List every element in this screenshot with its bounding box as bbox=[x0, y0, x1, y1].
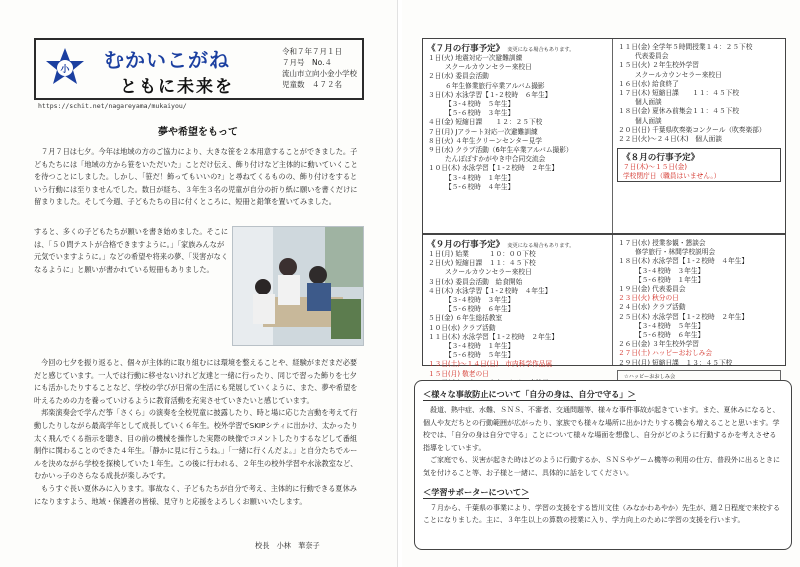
event-item: ２７日(土) ハッピーおおしみ会 bbox=[618, 349, 713, 358]
left-page bbox=[0, 0, 398, 567]
event-item: ４日(金) 短縮日課 １２：２５下校 bbox=[428, 118, 543, 127]
event-item: ２４日(水) クラブ活動 bbox=[618, 303, 686, 312]
event-item: 【３-４校時 ５年生】 bbox=[445, 100, 515, 109]
event-item: 【３-４校時 １年生】 bbox=[445, 342, 515, 351]
event-item: ２２日(火)～２４日(木) 個人面談 bbox=[618, 135, 723, 144]
event-item: １９日(金) 代表委員会 bbox=[618, 285, 686, 294]
article-paragraph bbox=[34, 146, 364, 224]
july-schedule-right bbox=[613, 39, 785, 233]
september-event-list bbox=[613, 239, 785, 368]
august-title: 《８月の行事予定》 bbox=[622, 153, 700, 164]
event-item: スクールカウンセラー来校日 bbox=[635, 70, 722, 79]
article-paragraph bbox=[34, 226, 230, 356]
paragraph-b: すると、多くの子どもたちが願いを書き始めました。そこには、「５０問テストが合格できますように。」「家族みんなが元気でいますように。」などの希望や将来の夢、「災害がなくなるように」と願いが書かれている短冊もありました。 bbox=[34, 227, 229, 274]
event-item: 修学旅行・林間学校説明会 bbox=[635, 248, 716, 257]
event-item: １日(月) 始業 １０：００下校 bbox=[428, 250, 536, 258]
event-item: １１日(木) 水泳学習【１-２校時 ２年生】 bbox=[428, 332, 559, 341]
september-schedule-right bbox=[613, 235, 785, 380]
event-item: ２３日(火) 秋分の日 bbox=[618, 294, 679, 303]
event-item: 【５-６校時 ６年生】 bbox=[635, 331, 705, 340]
event-item: ５日(金) ６年生総括教室 bbox=[428, 314, 503, 323]
event-item: １１日(金) 全学年５時間授業１４：２５下校 bbox=[618, 43, 753, 51]
children-writing-photo-icon bbox=[233, 227, 364, 346]
home-guidance-text: ご家庭でも、災害が起きた時はどのように行動するか、ＳＮＳやゲーム機等の利用の仕方、普段外に出るときに気を付けること等、お子様と一緒に、具体的に話をしてください。 bbox=[423, 456, 780, 477]
event-item: ２日(水) 委員会活動 bbox=[428, 72, 489, 81]
issue-number: ７月号 No.４ bbox=[282, 58, 332, 67]
july-schedule-left bbox=[423, 39, 613, 233]
july-event-list bbox=[613, 43, 785, 144]
event-item: 個人面談 bbox=[635, 116, 662, 125]
event-item: １０日(木) 水泳学習【１-２校時 ２年生】 bbox=[428, 164, 559, 173]
september-title: 《９月の行事予定》 変更になる場合もあります。 bbox=[427, 240, 575, 250]
tanabata-photo bbox=[232, 226, 364, 346]
accident-prevention-title: ＜様々な事故防止について「自分の身は、自分で守る」＞ bbox=[423, 389, 636, 399]
event-item: １５日(月) 敬老の日 bbox=[428, 369, 489, 378]
september-schedule-left bbox=[423, 235, 613, 378]
event-item: ２日(火) 短縮日課 １１：４５下校 bbox=[428, 259, 536, 268]
september-event-list bbox=[423, 250, 612, 388]
event-item: 【５-６校時 ４年生】 bbox=[445, 182, 515, 191]
august-closure-dates: ７日(木)～１５日(金) bbox=[623, 163, 687, 172]
article-continued bbox=[34, 357, 364, 527]
event-item: ３日(木) 水泳学習【１-２校時 ６年生】 bbox=[428, 90, 552, 99]
svg-text:小: 小 bbox=[60, 65, 70, 75]
principal-signature: 校長 小林 華奈子 bbox=[255, 541, 320, 550]
event-item: ２５日(木) 水泳学習【１-２校時 ２年生】 bbox=[618, 312, 749, 321]
school-emblem-icon bbox=[42, 46, 88, 92]
august-schedule bbox=[617, 148, 781, 182]
accident-prevention-text: 殺道、熱中症、水難、ＳＮＳ、不審者、交通問題等、様々な事件事故が起きています。また、夏休みになると、個人や友だちとの行動範囲が広がったり、家族でも様々な場所に出かけたりする機会も増えることと思います。学校では、「自分の身は自分で守る」ことについて様々な場面を想像し、自分がどのように行動するかを考えさせる指導をしています。 bbox=[423, 406, 780, 452]
event-item: 【５-６校時 １年生】 bbox=[635, 275, 705, 284]
learning-supporter-title: ＜学習サポーターについて＞ bbox=[423, 486, 530, 497]
event-item: １５日(火) ２年生校外学習 bbox=[618, 61, 699, 70]
school-name: 流山市立向小金小学校 bbox=[282, 69, 357, 78]
learning-supporter-text: ７月から、千葉県の事業により、学習の支援をする皆川文佳（みなかわあやか）先生が、週２日程度で来校することになりました。主に、３年生以上の算数の授業に入り、学力向上のために学習の支援を行います。 bbox=[423, 503, 780, 525]
issue-date: 令和７年７月１日 bbox=[282, 47, 342, 56]
school-url[interactable]: https://schit.net/nagareyama/mukaiyou/ bbox=[38, 102, 187, 110]
event-item: スクールカウンセラー来校日 bbox=[445, 268, 532, 277]
event-item: １７日(木) 短縮日課 １１：４５下校 bbox=[618, 89, 740, 98]
event-item: ７日(月) Jアラート対応一次避難訓練 bbox=[428, 127, 538, 136]
event-item: ２６日(金) ３年生校外学習 bbox=[618, 340, 699, 349]
event-item: ２９日(月) 短縮日課 １３：４５下校 bbox=[618, 358, 733, 367]
event-item: ６年生修業旅行卒業アルバム撮影 bbox=[445, 81, 545, 90]
paragraph-a: ７月７日は七夕。今年は地域の方のご協力により、大きな笹を２本用意することができました。子どもたちには「地域の方から笹をいただいた」ことだけ伝え、飾り付けなど主体的に動いていくことを待つことにしました。しかし、「笹だ！飾ってもいいの?」と尋ねてくるものの、飾り付けをするという行動には至りませんでした。数日が経ち、３年生３名の児童が自分の折り紙に願いを書くだけに留まりました。そして今週、子どもたちの目に付くところに、短冊と鉛筆を置いてみました。 bbox=[34, 147, 358, 207]
event-item: １８日(木) 水泳学習【１-２校時 ４年生】 bbox=[618, 257, 749, 266]
august-closure-note: 学校閉庁日（職員はいません。） bbox=[623, 172, 721, 181]
paragraph-e: もうすぐ長い夏休みに入ります。事故なく、子どもたちが自分で考え、主体的に行動できる夏休みになりますよう、地域・保護者の皆様、見守りと応援をよろしくお願いいたします。 bbox=[34, 483, 357, 506]
notice-box bbox=[414, 380, 792, 550]
event-item: 個人面談 bbox=[635, 98, 662, 107]
event-item: １３日(土)～１４日(日) 市内科学作品展 bbox=[428, 360, 553, 369]
event-item: 【５-６校時 ５年生】 bbox=[445, 351, 515, 360]
event-item: １７日(水) 授業参観・懇談会 bbox=[618, 239, 706, 247]
july-event-list bbox=[423, 54, 612, 192]
september-schedule bbox=[422, 234, 786, 380]
event-item: １８日(金) 夏休み前集会１１：４５下校 bbox=[618, 107, 740, 116]
event-item: 【３-４校時 ５年生】 bbox=[635, 321, 705, 330]
paragraph-d: 邦楽演奏会で学んだ筝「さくら」の演奏を全校児童に披露したり、時と場に応じた言動を考えて行動したりしながら最高学年として成長していく６年生。校外学習でSKIPシティに出かけ、太かったり太く飛んでくる指示を聴き、目の前の機械を操作した実際の映像でコメントしたりするなどして番組制作に関わることのできた４年生。「静かに見に行こうね。」「一緒に行くんだよ。」と自分たちでルールを決めながら学校を探検していた１年生。この後に行われる、２年生の校外学習や水泳教室など、むかいっ子のさらなる成長が楽しみです。 bbox=[34, 408, 358, 481]
event-item: １日(火) 地震対応一次避難訓練 bbox=[428, 54, 523, 62]
event-item: 代表委員会 bbox=[635, 52, 669, 61]
right-page bbox=[402, 0, 800, 567]
event-item: ９日(水) クラブ活動（6年生卒業アルバム撮影） bbox=[428, 146, 573, 155]
event-item: スクールカウンセラー来校日 bbox=[445, 63, 532, 72]
newsletter-subtitle: ともに未来を bbox=[120, 77, 234, 97]
event-item: 【３-４校時 ３年生】 bbox=[445, 296, 515, 305]
event-item: ３日(水) 委員会活動 給食開始 bbox=[428, 277, 523, 286]
july-title: 《７月の行事予定》 変更になる場合もあります。 bbox=[427, 44, 575, 54]
article-headline: 夢や希望をもって bbox=[158, 127, 238, 138]
student-count: 児童数 ４７２名 bbox=[282, 80, 342, 89]
event-item: ２０日(日) 千葉県吹奏楽コンクール（吹奏楽部） bbox=[618, 125, 766, 134]
event-item: 【５-６校時 ３年生】 bbox=[445, 109, 515, 118]
event-item: ４日(木) 水泳学習【１-２校時 ４年生】 bbox=[428, 286, 552, 295]
event-item: 【３-４校時 ３年生】 bbox=[635, 266, 705, 275]
paragraph-c: 今回の七夕を振り返ると、個々が主体的に取り組むには環境を整えることや、経験がまだまだ必要だと感じています。一人では行動に移せないけれど友達と一緒に行ったり、同じで習った飾りを七夕にも活かしたりすることなど、学校の学びが日常の生活にも発展していくように、また、夢や希望を叶えるための力を養っていけるように教育活動を充実させていきたいと感じています。 bbox=[34, 358, 358, 405]
event-item: 【３-４校時 １年生】 bbox=[445, 173, 515, 182]
happy-note: ☆ハッピーおおしみ会 bbox=[624, 373, 676, 380]
event-item: ８日(火) ４年生クリーンセンター見学 bbox=[428, 136, 542, 145]
issue-info bbox=[282, 46, 357, 90]
newsletter-title: むかいこがね bbox=[104, 48, 230, 72]
event-item: １６日(水) 給食終了 bbox=[618, 79, 679, 88]
event-item: たんぽぽすかがやき中合同交流会 bbox=[445, 155, 546, 164]
july-schedule bbox=[422, 38, 786, 234]
event-item: １０日(水) クラブ活動 bbox=[428, 323, 496, 332]
event-item: 【５-６校時 ６年生】 bbox=[445, 305, 515, 314]
masthead bbox=[34, 38, 364, 100]
